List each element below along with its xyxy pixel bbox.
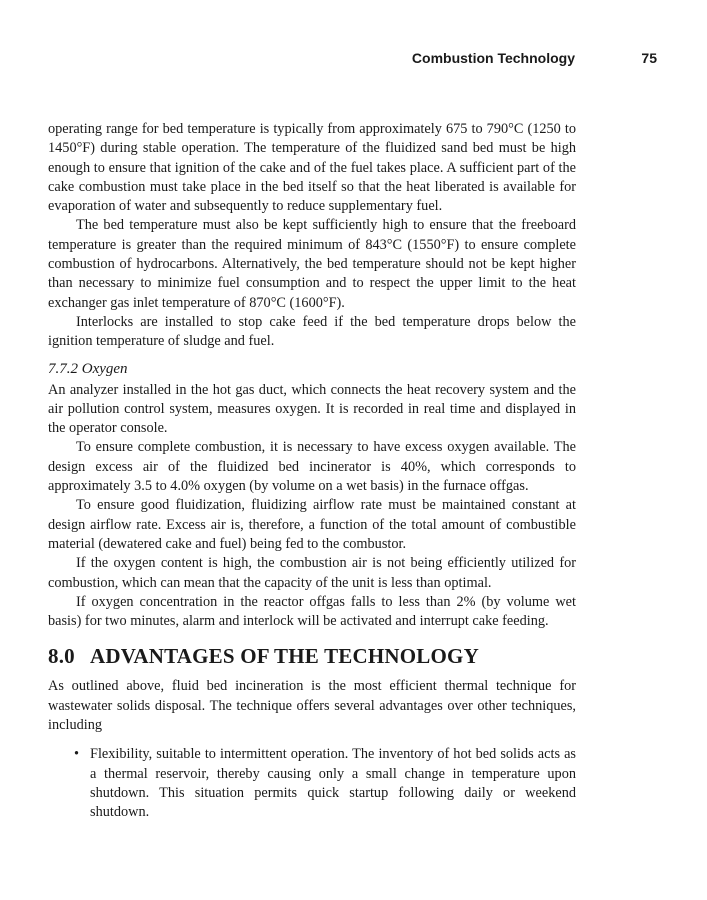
- paragraph: As outlined above, fluid bed incineration is the most efficient thermal technique for wastewater solids disposal. The technique offers several advantages over other techniques, including: [48, 678, 576, 734]
- section-number: 8.0: [48, 644, 75, 669]
- list-item: [74, 745, 576, 822]
- paragraph: Interlocks are installed to stop cake feed if the bed temperature drops below the ignition temperature of sludge and fuel.: [48, 313, 576, 350]
- paragraph: To ensure complete combustion, it is necessary to have excess oxygen available. The design excess air of the fluidized bed incinerator is 40%, which corresponds to approximately 3.5 to 4.0% oxygen (by volume on a wet basis) in the furnace offgas.: [48, 439, 576, 495]
- section-heading: [48, 643, 576, 669]
- section-title: ADVANTAGES OF THE TECHNOLOGY: [90, 644, 479, 669]
- paragraph: If the oxygen content is high, the combustion air is not being efficiently utilized for combustion, which can mean that the capacity of the unit is less than optimal.: [48, 555, 576, 591]
- page-body: [48, 120, 576, 823]
- bullet-list: [48, 745, 576, 822]
- bullet-icon: •: [74, 746, 80, 763]
- paragraph: An analyzer installed in the hot gas duct, which connects the heat recovery system and the air pollution control system, measures oxygen. It is recorded in real time and displayed in the operator console.: [48, 381, 576, 437]
- list-item-text: Flexibility, suitable to intermittent operation. The inventory of hot bed solids acts as a thermal reservoir, thereby causing only a small change in temperature upon shutdown. This situation permits quick startup following daily or weekend shutdown.: [90, 746, 576, 821]
- paragraph: If oxygen concentration in the reactor offgas falls to less than 2% (by volume wet basis) for two minutes, alarm and interlock will be activated and interrupt cake feeding.: [48, 593, 576, 630]
- page-header: [48, 50, 657, 70]
- paragraph: To ensure good fluidization, fluidizing airflow rate must be maintained constant at design airflow rate. Excess air is, therefore, a function of the total amount of combustible material (dewatered cake and fuel) being fed to the combustor.: [48, 497, 576, 552]
- subsection-heading: 7.7.2 Oxygen: [48, 360, 128, 377]
- paragraph: operating range for bed temperature is typically from approximately 675 to 790°C (1250 to 1450°F) during stable operation. The temperature of the fluidized sand bed must be high enough to ensure that ignition of the cake and of the fuel takes place. A sufficient part of the cake combustion must take place in the bed itself so that the heat liberated is available for evaporation of water and subsequently to reduce supplementary fuel.: [48, 121, 576, 215]
- paragraph: The bed temperature must also be kept sufficiently high to ensure that the freeboard temperature is greater than the required minimum of 843°C (1550°F) to ensure complete combustion of hydrocarbons. Alternatively, the bed temperature should not be kept higher than necessary to minimize fuel consumption and to respect the upper limit to the heat exchanger gas inlet temperature of 870°C (1600°F).: [48, 217, 576, 311]
- page-number: 75: [641, 50, 657, 66]
- running-title: Combustion Technology: [411, 50, 575, 66]
